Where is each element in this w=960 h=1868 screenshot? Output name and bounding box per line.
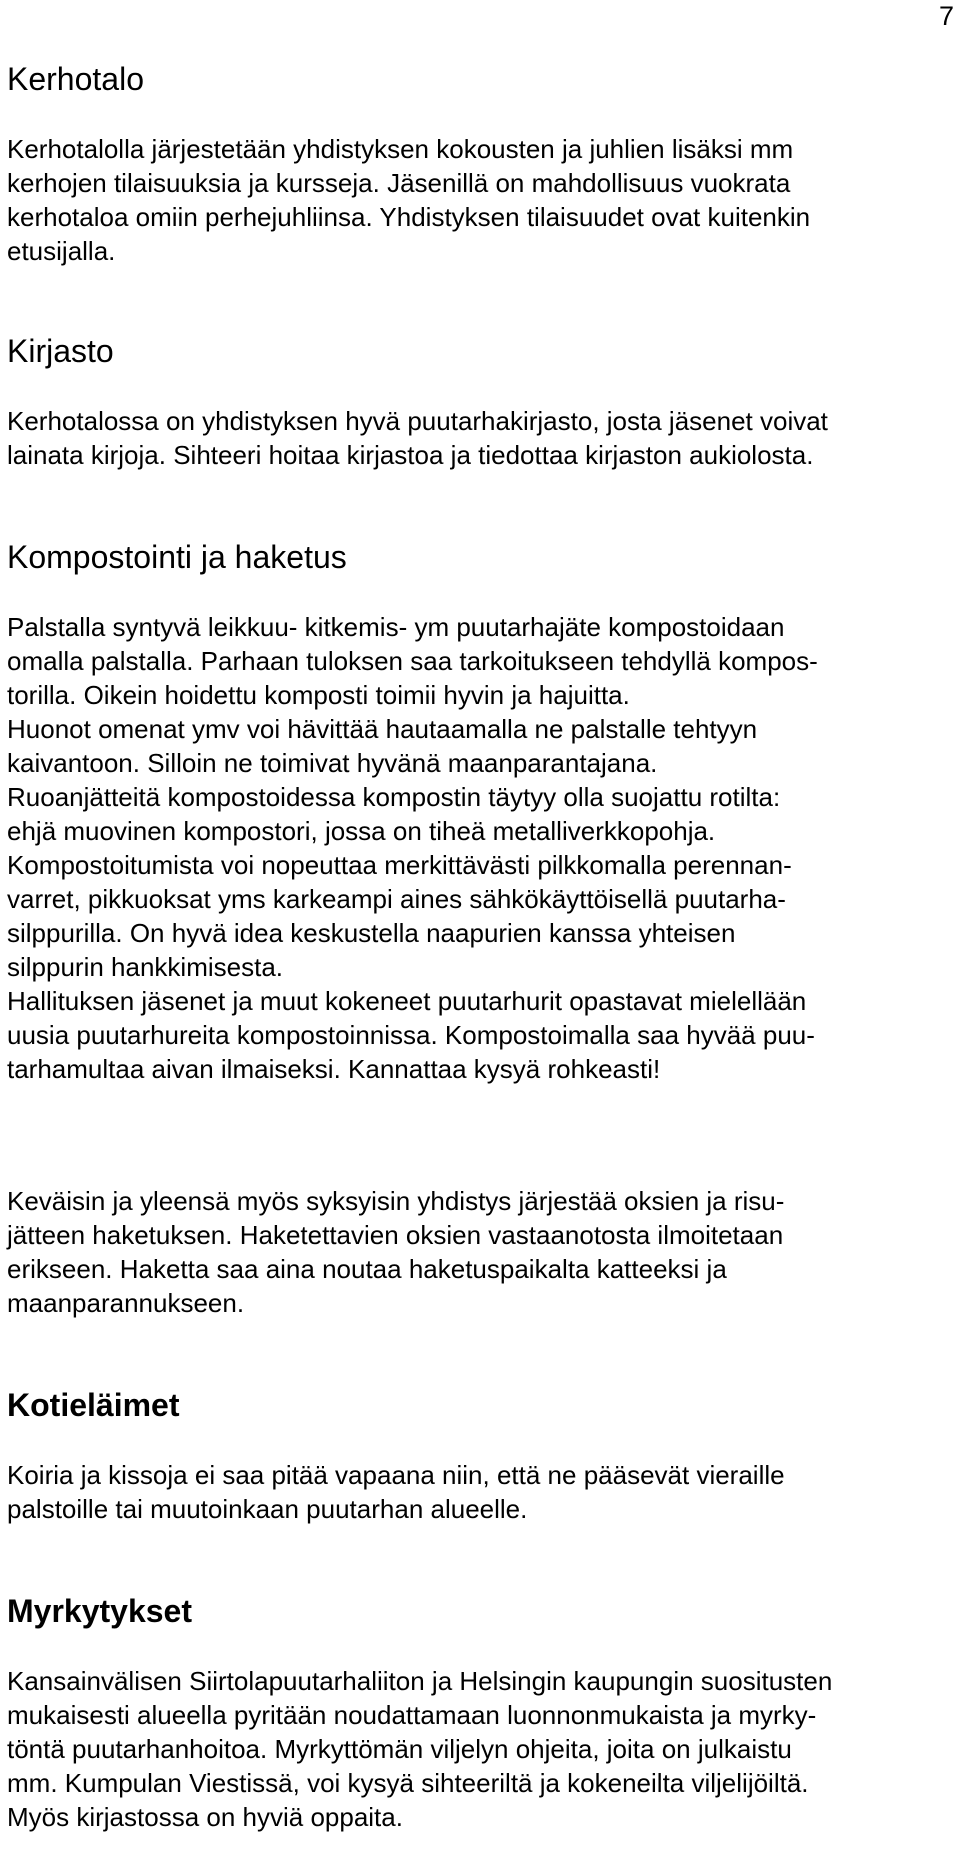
text-line: Hallituksen jäsenet ja muut kokeneet puutarhurit opastavat mielellään bbox=[7, 986, 807, 1016]
section-kompostointi bbox=[7, 538, 953, 1354]
text-line: kerhotaloa omiin perhejuhliinsa. Yhdistyksen tilaisuudet ovat kuitenkin bbox=[7, 202, 811, 232]
section-paragraph bbox=[7, 1424, 953, 1560]
document-body bbox=[7, 60, 953, 1868]
section-kirjasto bbox=[7, 332, 953, 506]
text-line: Kerhotalolla järjestetään yhdistyksen kokousten ja juhlien lisäksi mm bbox=[7, 134, 794, 164]
text-line: palstoille tai muutoinkaan puutarhan alueelle. bbox=[7, 1494, 528, 1524]
text-line: Koiria ja kissoja ei saa pitää vapaana niin, että ne pääsevät vieraille bbox=[7, 1460, 785, 1490]
text-line: töntä puutarhanhoitoa. Myrkyttömän viljelyn ohjeita, joita on julkaistu bbox=[7, 1734, 792, 1764]
section-heading: Kerhotalo bbox=[7, 61, 144, 97]
text-line: mukaisesti alueella pyritään noudattamaan luonnonmukaista ja myrky- bbox=[7, 1700, 817, 1730]
page-number: 7 bbox=[938, 1, 954, 31]
section-heading: Kompostointi ja haketus bbox=[7, 539, 347, 575]
text-line: kerhojen tilaisuuksia ja kursseja. Jäsenillä on mahdollisuus vuokrata bbox=[7, 168, 791, 198]
text-line: silppurin hankkimisesta. bbox=[7, 952, 284, 982]
text-line: maanparannukseen. bbox=[7, 1288, 245, 1318]
text-line: Huonot omenat ymv voi hävittää hautaamalla ne palstalle tehtyyn bbox=[7, 714, 758, 744]
text-line: torilla. Oikein hoidettu komposti toimii hyvin ja hajuitta. bbox=[7, 680, 630, 710]
section-kotielaimet bbox=[7, 1386, 953, 1560]
text-line: Kansainvälisen Siirtolapuutarhaliiton ja Helsingin kaupungin suositusten bbox=[7, 1666, 833, 1696]
text-line: Kompostoitumista voi nopeuttaa merkittävästi pilkkomalla perennan- bbox=[7, 850, 792, 880]
section-myrkytykset bbox=[7, 1592, 953, 1868]
section-paragraph bbox=[7, 576, 953, 1120]
text-line: ehjä muovinen kompostori, jossa on tiheä metalliverkkopohja. bbox=[7, 816, 716, 846]
haketus-paragraph bbox=[7, 1150, 953, 1354]
text-line: uusia puutarhureita kompostoinnissa. Kompostoimalla saa hyvää puu- bbox=[7, 1020, 815, 1050]
text-line: Ruoanjätteitä kompostoidessa kompostin täytyy olla suojattu rotilta: bbox=[7, 782, 781, 812]
text-line: kaivantoon. Silloin ne toimivat hyvänä maanparantajana. bbox=[7, 748, 658, 778]
section-heading: Myrkytykset bbox=[7, 1593, 192, 1629]
text-line: Palstalla syntyvä leikkuu- kitkemis- ym puutarhajäte kompostoidaan bbox=[7, 612, 785, 642]
text-line: jätteen haketuksen. Haketettavien oksien vastaanotosta ilmoitetaan bbox=[7, 1220, 784, 1250]
text-line: Kerhotalossa on yhdistyksen hyvä puutarhakirjasto, josta jäsenet voivat bbox=[7, 406, 828, 436]
section-kerhotalo bbox=[7, 60, 953, 302]
text-line: omalla palstalla. Parhaan tuloksen saa tarkoitukseen tehdyllä kompos- bbox=[7, 646, 818, 676]
text-line: silppurilla. On hyvä idea keskustella naapurien kanssa yhteisen bbox=[7, 918, 736, 948]
text-line: erikseen. Haketta saa aina noutaa haketuspaikalta katteeksi ja bbox=[7, 1254, 727, 1284]
section-paragraph bbox=[7, 370, 953, 506]
text-line: lainata kirjoja. Sihteeri hoitaa kirjastoa ja tiedottaa kirjaston aukiolosta. bbox=[7, 440, 814, 470]
text-line: mm. Kumpulan Viestissä, voi kysyä sihteeriltä ja kokeneilta viljelijöiltä. bbox=[7, 1768, 809, 1798]
text-line: tarhamultaa aivan ilmaiseksi. Kannattaa kysyä rohkeasti! bbox=[7, 1054, 661, 1084]
text-line: Keväisin ja yleensä myös syksyisin yhdistys järjestää oksien ja risu- bbox=[7, 1186, 785, 1216]
section-paragraph bbox=[7, 1630, 953, 1868]
text-line: Myös kirjastossa on hyviä oppaita. bbox=[7, 1802, 403, 1832]
text-line: etusijalla. bbox=[7, 236, 116, 266]
text-line: varret, pikkuoksat yms karkeampi aines sähkökäyttöisellä puutarha- bbox=[7, 884, 786, 914]
section-heading: Kirjasto bbox=[7, 333, 114, 369]
section-heading: Kotieläimet bbox=[7, 1387, 180, 1423]
section-paragraph bbox=[7, 98, 953, 302]
